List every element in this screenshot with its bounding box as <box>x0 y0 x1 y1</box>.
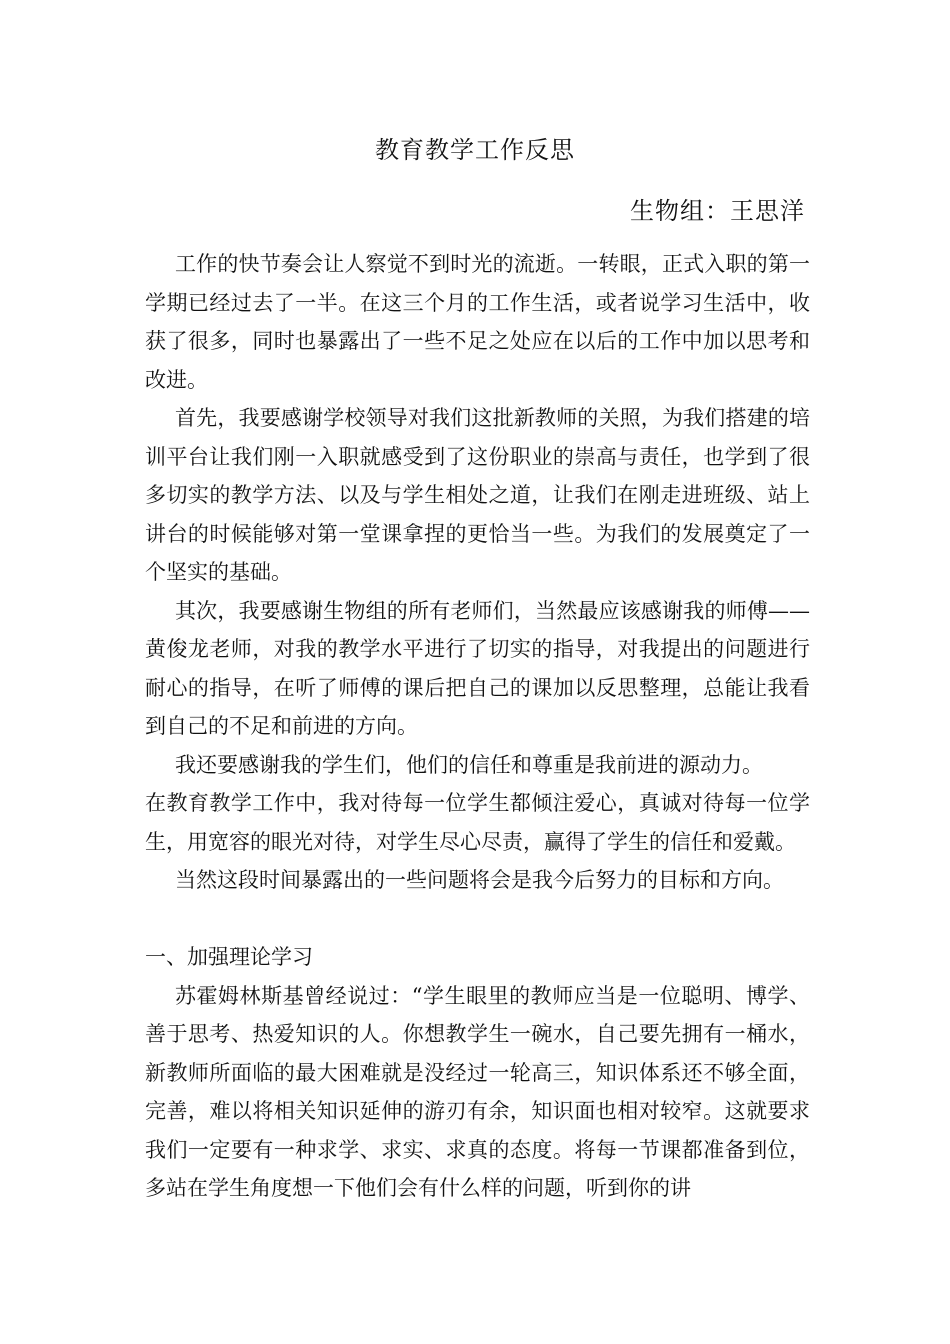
section-heading: 一、加强理论学习 <box>145 945 313 969</box>
paragraph-intro: 工作的快节奏会让人察觉不到时光的流逝。一转眼，正式入职的第一学期已经过去了一半。在这三个月的工作生活，或者说学习生活中，收获了很多，同时也暴露出了一些不足之处应在以后的工作中加以思考和改进。 <box>145 252 810 392</box>
paragraph-thanks-students: 我还要感谢我的学生们，他们的信任和尊重是我前进的源动力。 <box>175 752 763 777</box>
paragraph-thanks-colleagues: 其次，我要感谢生物组的所有老师们，当然最应该感谢我的师傅——黄俊龙老师，对我的教学水平进行了切实的指导，对我提出的问题进行耐心的指导，在听了师傅的课后把自己的课加以反思整理，总能让我看到自己的不足和前进的方向。 <box>145 598 810 738</box>
document-body <box>145 245 810 1208</box>
author-line: 生物组：王思洋 <box>630 197 805 225</box>
paragraph-problems: 当然这段时间暴露出的一些问题将会是我今后努力的目标和方向。 <box>175 868 784 892</box>
paragraph-thanks-leaders: 首先，我要感谢学校领导对我们这批新教师的关照，为我们搭建的培训平台让我们刚一入职就感受到了这份职业的崇高与责任，也学到了很多切实的教学方法、以及与学生相处之道，让我们在刚走进班级、站上讲台的时候能够对第一堂课拿捏的更恰当一些。为我们的发展奠定了一个坚实的基础。 <box>145 406 810 584</box>
blank-line <box>145 900 810 939</box>
paragraph-teaching-work: 在教育教学工作中，我对待每一位学生都倾注爱心，真诚对待每一位学生，用宽容的眼光对待，对学生尽心尽责，赢得了学生的信任和爱戴。 <box>145 791 810 854</box>
document-title: 教育教学工作反思 <box>375 136 575 164</box>
section-paragraph: 苏霍姆林斯基曾经说过：“学生眼里的教师应当是一位聪明、博学、善于思考、热爱知识的人。你想教学生一碗水，自己要先拥有一桶水，新教师所面临的最大困难就是没经过一轮高三，知识体系还不够全面，完善，难以将相关知识延伸的游刃有余，知识面也相对较窄。这就要求我们一定要有一种求学、求实、求真的态度。将每一节课都准备到位，多站在学生角度想一下他们会有什么样的问题，听到你的讲 <box>145 983 810 1200</box>
